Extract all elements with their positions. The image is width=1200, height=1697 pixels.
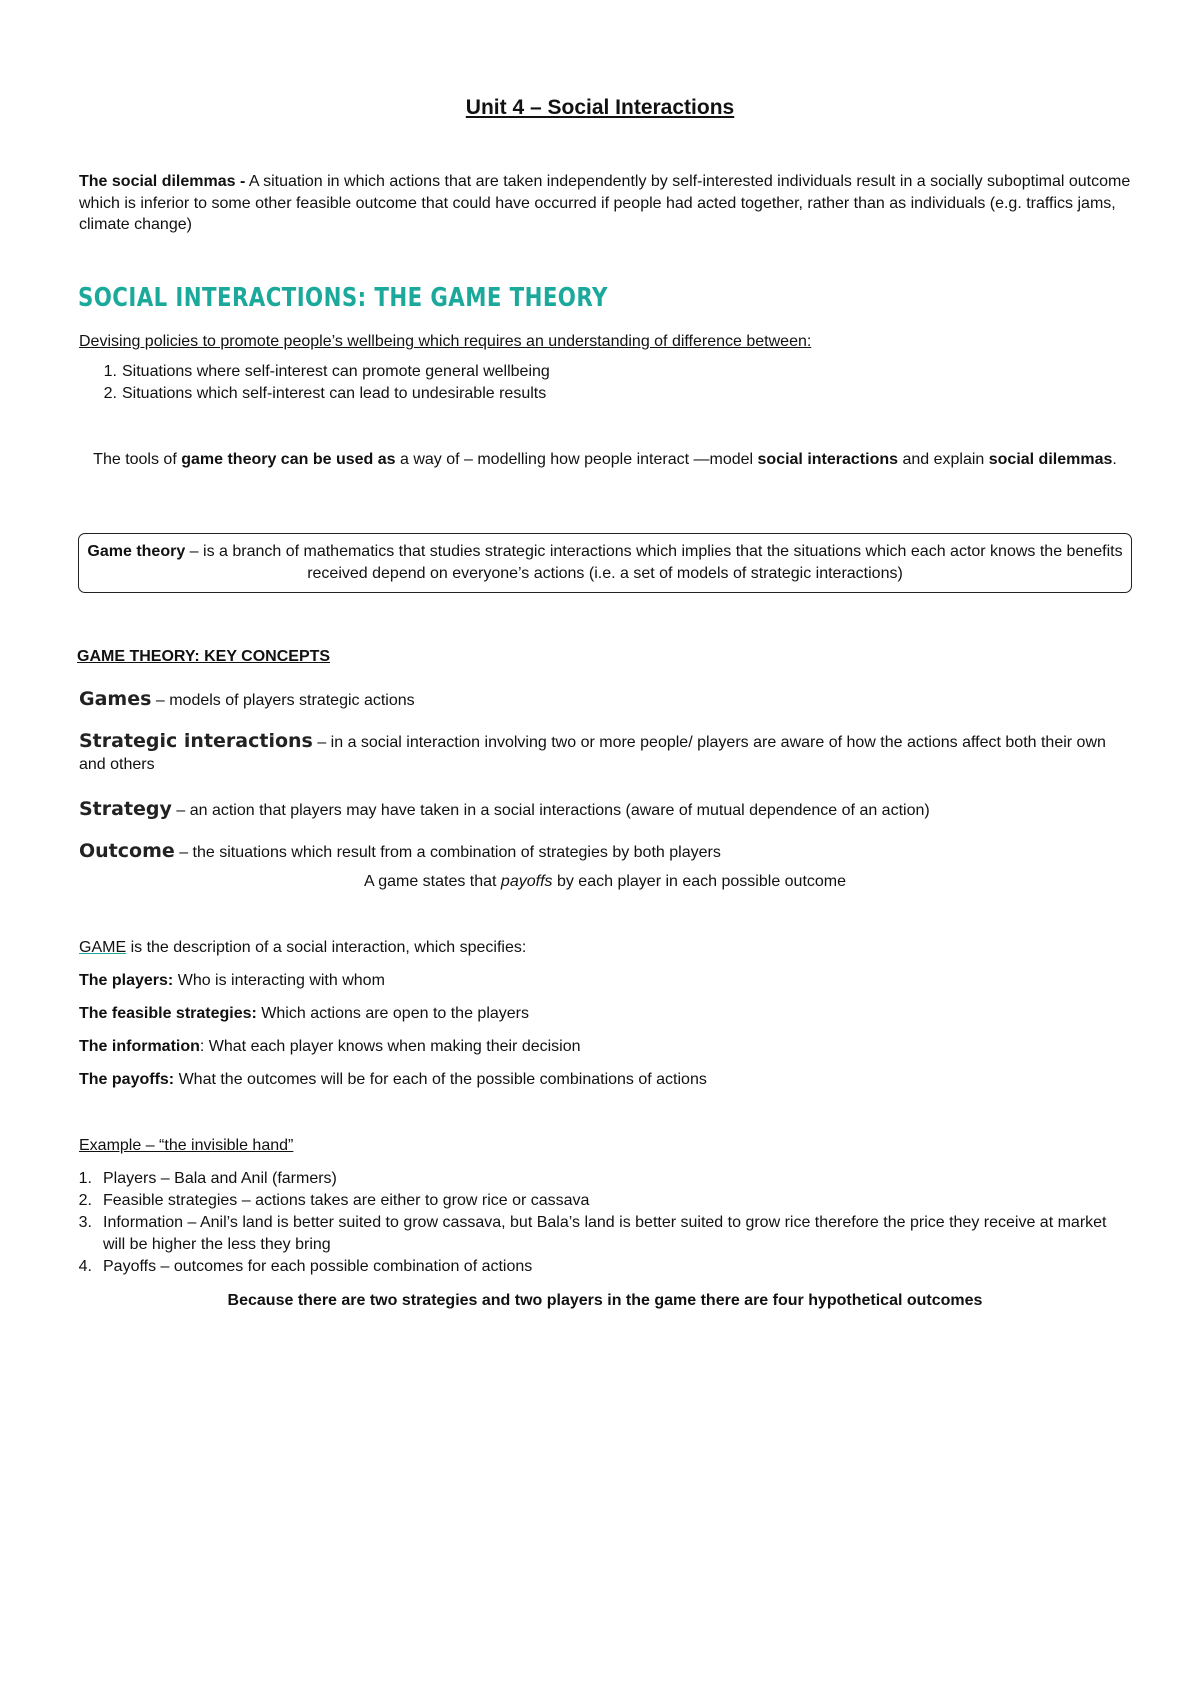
game-theory-text: – is a branch of mathematics that studies strategic interactions which implies that the situations which each actor knows the benefits received depend on everyone’s actions (i.e. a set of models of strategic interactions) (185, 543, 1123, 582)
payoffs-statement (79, 871, 1131, 893)
spec-text: Which actions are open to the players (256, 1005, 529, 1022)
list-item-text: Situations where self-interest can promote general wellbeing (122, 363, 550, 380)
game-description (79, 937, 526, 959)
spec-text: What the outcomes will be for each of the possible combinations of actions (174, 1071, 707, 1088)
concept-outcome (79, 840, 721, 864)
example-heading: Example – “the invisible hand” (79, 1137, 294, 1154)
tools-paragraph (79, 449, 1131, 471)
payoffs-italic: payoffs (500, 873, 553, 890)
list-item-text: Situations which self-interest can lead to undesirable results (122, 385, 547, 402)
concept-text: – models of players strategic actions (151, 692, 415, 709)
conclusion-statement: Because there are two strategies and two players in the game there are four hypothetical outcomes (227, 1292, 983, 1309)
game-term: GAME (79, 939, 127, 956)
concept-strategy (79, 798, 930, 822)
tools-text: and explain (898, 451, 989, 468)
list-item (78, 1256, 1138, 1278)
social-dilemma-definition (79, 171, 1131, 236)
devising-policies-heading: Devising policies to promote people’s wellbeing which requires an understanding of difference between: (79, 333, 812, 350)
list-number: 2. (78, 1192, 92, 1209)
payoffs-text: by each player in each possible outcome (552, 873, 847, 890)
spec-text: : What each player knows when making their decision (199, 1038, 581, 1055)
spec-feasible-strategies (79, 1003, 529, 1025)
concept-term: Strategy (79, 798, 172, 820)
list-item (78, 1168, 1138, 1190)
spec-information (79, 1036, 581, 1058)
payoffs-text: A game states that (363, 873, 501, 890)
spec-term: The feasible strategies: (79, 1005, 257, 1022)
concept-term: Strategic interactions (79, 730, 313, 752)
list-item-text: Players – Bala and Anil (farmers) (103, 1170, 337, 1187)
tools-text: The tools of (93, 451, 182, 468)
social-dilemma-text: A situation in which actions that are taken independently by self-interested individuals result in a socially suboptimal outcome which is inferior to some other feasible outcome that could have occurred if people had acted together, rather than as individuals (e.g. traffics jams, climate change) (79, 173, 1131, 233)
game-theory-definition (87, 541, 1123, 584)
game-theory-term: Game theory (87, 543, 186, 560)
list-number: 3. (78, 1214, 92, 1231)
list-item (78, 1190, 1138, 1212)
tools-text: . (1112, 451, 1117, 468)
tools-bold-game-theory: game theory can be used as (181, 451, 396, 468)
situations-list (95, 361, 995, 405)
list-number: 2. (103, 385, 117, 402)
list-item (95, 383, 995, 405)
game-theory-definition-box (78, 533, 1132, 593)
concept-term: Games (79, 688, 152, 710)
spec-payoffs (79, 1069, 707, 1091)
list-item-text: Payoffs – outcomes for each possible combination of actions (103, 1258, 533, 1275)
page-title: Unit 4 – Social Interactions (465, 96, 735, 119)
list-number: 4. (78, 1258, 92, 1275)
spec-term: The players: (79, 972, 174, 989)
list-item (78, 1212, 1138, 1256)
list-item (95, 361, 995, 383)
concept-text: – the situations which result from a combination of strategies by both players (174, 844, 721, 861)
list-number: 1. (103, 363, 117, 380)
concept-strategic-interactions (79, 730, 1131, 776)
game-text: is the description of a social interaction, which specifies: (126, 939, 527, 956)
list-item-text: Feasible strategies – actions takes are either to grow rice or cassava (103, 1192, 590, 1209)
concept-term: Outcome (79, 840, 175, 862)
tools-bold-social-dilemmas: social dilemmas (988, 451, 1113, 468)
list-number: 1. (78, 1170, 92, 1187)
spec-text: Who is interacting with whom (173, 972, 385, 989)
spec-term: The information (79, 1038, 200, 1055)
concept-games (79, 688, 415, 712)
key-concepts-heading: GAME THEORY: KEY CONCEPTS (77, 648, 331, 665)
tools-text: a way of – modelling how people interact —model (395, 451, 758, 468)
concept-text: – an action that players may have taken in a social interactions (aware of mutual dependence of an action) (171, 802, 930, 819)
section-heading-game-theory: SOCIAL INTERACTIONS: THE GAME THEORY (78, 283, 608, 313)
social-dilemma-term: The social dilemmas - (79, 173, 246, 190)
spec-players (79, 970, 385, 992)
spec-term: The payoffs: (79, 1071, 175, 1088)
example-list (78, 1168, 1138, 1278)
concept-text: – in a social interaction involving two or more people/ players are aware of how the actions affect both their own and others (79, 734, 1106, 773)
list-item-text: Information – Anil’s land is better suited to grow cassava, but Bala’s land is better suited to grow rice therefore the price they receive at market will be higher the less they bring (103, 1214, 1107, 1253)
tools-bold-social-interactions: social interactions (757, 451, 899, 468)
